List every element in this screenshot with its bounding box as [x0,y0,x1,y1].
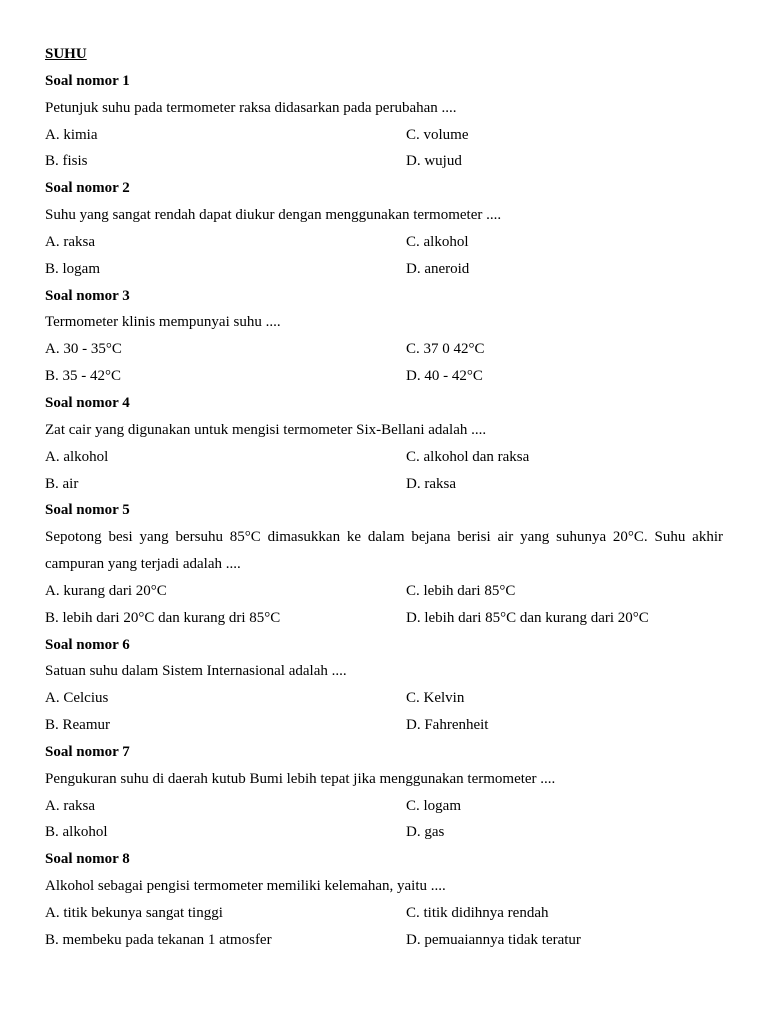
options-row [45,148,723,175]
option-c: C. Kelvin [406,690,465,707]
option-b: B. 35 - 42°C [45,368,122,385]
question-heading: Soal nomor 4 [45,394,130,411]
question-4 [45,390,723,497]
option-d: D. 40 - 42°C [406,368,483,385]
question-heading: Soal nomor 1 [45,72,130,89]
question-text: Suhu yang sangat rendah dapat diukur dengan menggunakan termometer .... [45,207,502,224]
options-row [45,471,723,498]
option-a: A. kimia [45,126,98,143]
option-a: A. Celcius [45,690,109,707]
options-row [45,229,723,256]
question-heading: Soal nomor 7 [45,743,130,760]
option-d: D. wujud [406,153,462,170]
options-row [45,444,723,471]
options-row [45,712,723,739]
question-heading: Soal nomor 8 [45,851,130,868]
option-a: A. titik bekunya sangat tinggi [45,905,223,921]
question-8 [45,846,723,953]
question-6 [45,632,723,739]
option-a: A. alkohol [45,448,109,465]
options-row [45,900,723,927]
question-heading: Soal nomor 6 [45,636,130,653]
option-c: C. lebih dari 85°C [406,582,516,599]
option-c: C. titik didihnya rendah [406,905,549,921]
option-d: D. Fahrenheit [406,717,489,734]
options-row [45,605,723,632]
question-text: Alkohol sebagai pengisi termometer memiliki kelemahan, yaitu .... [45,878,446,895]
question-text: Termometer klinis mempunyai suhu .... [45,314,281,331]
question-text: Pengukuran suhu di daerah kutub Bumi lebih tepat jika menggunakan termometer .... [45,770,556,787]
question-7 [45,739,723,846]
option-a: A. 30 - 35°C [45,341,122,358]
option-a: A. kurang dari 20°C [45,582,167,599]
question-heading: Soal nomor 5 [45,502,130,519]
options-row [45,578,723,605]
question-heading: Soal nomor 2 [45,180,130,197]
options-row [45,336,723,363]
option-b: B. fisis [45,153,88,170]
option-b: B. air [45,475,79,492]
option-a: A. raksa [45,233,95,250]
options-row [45,685,723,712]
option-c: C. volume [406,126,469,143]
option-b: B. Reamur [45,717,110,734]
question-text: Satuan suhu dalam Sistem Internasional adalah .... [45,663,347,680]
question-3 [45,283,723,390]
options-row [45,927,723,954]
option-b: B. logam [45,260,100,277]
option-a: A. raksa [45,797,95,814]
question-text: Sepotong besi yang bersuhu 85°C dimasukkan ke dalam bejana berisi air yang suhunya 20°C. Suhu akhir campuran yang terjadi adalah .... [45,529,723,573]
options-row [45,793,723,820]
options-row [45,122,723,149]
option-b: B. lebih dari 20°C dan kurang dri 85°C [45,609,281,626]
option-c: C. 37 0 42°C [406,341,485,358]
option-c: C. alkohol [406,233,469,250]
option-d: D. pemuaiannya tidak teratur [406,931,581,948]
option-d: D. gas [406,824,445,841]
options-row [45,256,723,283]
option-c: C. alkohol dan raksa [406,448,530,465]
options-row [45,819,723,846]
question-1 [45,68,723,175]
option-c: C. logam [406,797,461,814]
options-row [45,363,723,390]
question-2 [45,175,723,282]
option-b: B. membeku pada tekanan 1 atmosfer [45,931,272,948]
question-text: Zat cair yang digunakan untuk mengisi termometer Six-Bellani adalah .... [45,421,487,438]
question-text: Petunjuk suhu pada termometer raksa didasarkan pada perubahan .... [45,99,457,116]
option-b: B. alkohol [45,824,108,841]
option-d: D. raksa [406,475,456,492]
option-d: D. lebih dari 85°C dan kurang dari 20°C [406,609,649,626]
question-5 [45,497,723,631]
question-heading: Soal nomor 3 [45,287,130,304]
document-title: SUHU [45,46,87,62]
option-d: D. aneroid [406,260,470,277]
